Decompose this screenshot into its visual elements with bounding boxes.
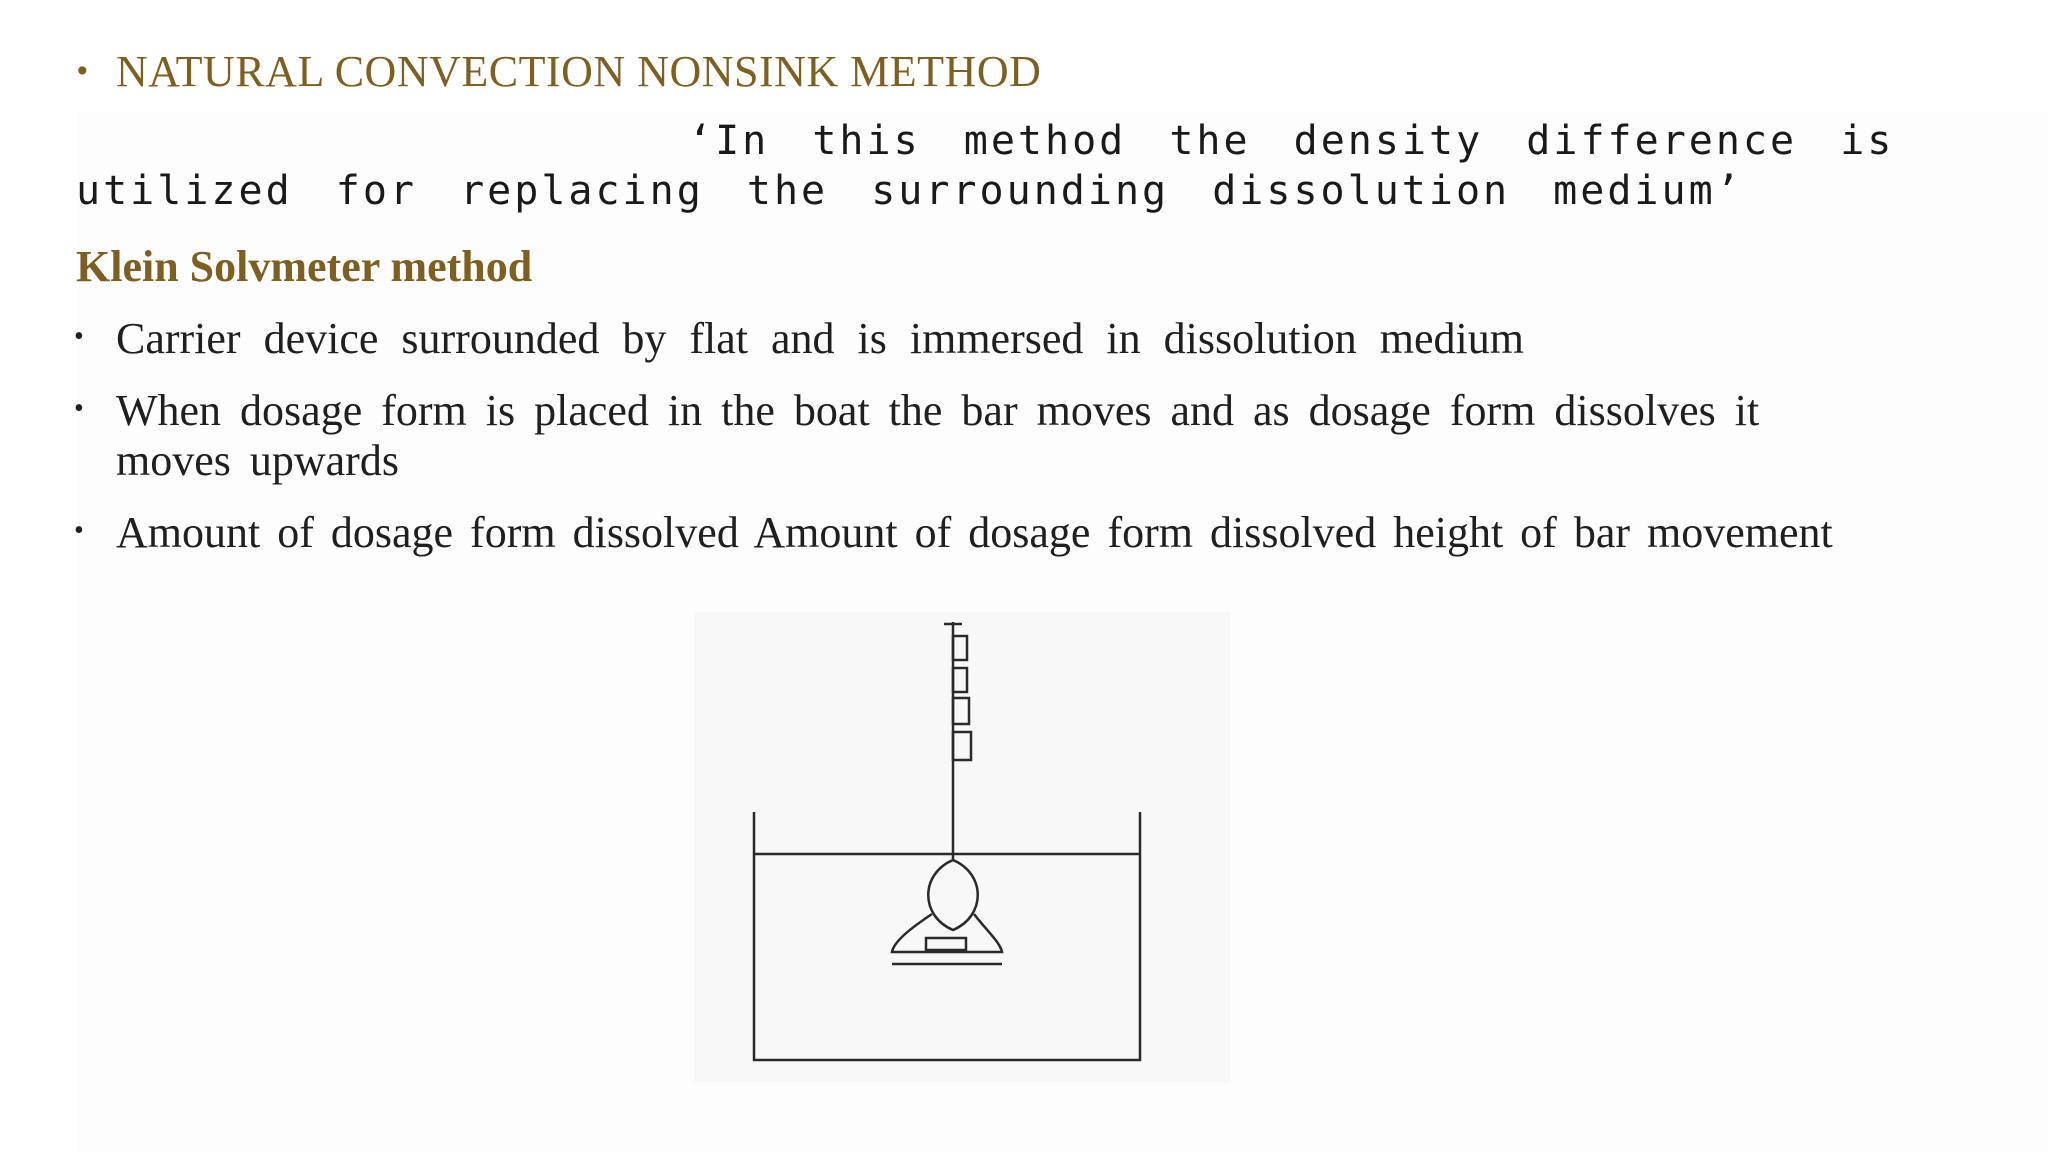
bullet-item bbox=[74, 508, 1856, 558]
bullet-icon: • bbox=[74, 55, 91, 88]
section-heading: NATURAL CONVECTION NONSINK METHOD bbox=[116, 47, 1042, 96]
bullet-icon: • bbox=[74, 393, 84, 424]
definition-quote bbox=[76, 116, 1895, 216]
bullet-text: When dosage form is placed in the boat the bar moves and as dosage form dissolves it moves upwards bbox=[116, 386, 1760, 485]
bullet-icon: • bbox=[74, 515, 84, 546]
bullet-item bbox=[74, 386, 1856, 486]
method-subheading: Klein Solvmeter method bbox=[76, 242, 533, 291]
klein-solvmeter-diagram bbox=[694, 612, 1230, 1082]
bullet-text: Amount of dosage form dissolved Amount of dosage form dissolved height of bar movement bbox=[116, 508, 1833, 557]
bullet-item bbox=[74, 314, 1856, 364]
quote-line-2: utilized for replacing the surrounding dissolution medium’ bbox=[76, 168, 1743, 214]
quote-line-1: ‘In this method the density difference is bbox=[688, 118, 1895, 164]
bullet-text: Carrier device surrounded by flat and is immersed in dissolution medium bbox=[116, 314, 1524, 363]
bullet-icon: • bbox=[74, 321, 84, 352]
section-heading-row bbox=[74, 46, 1041, 98]
